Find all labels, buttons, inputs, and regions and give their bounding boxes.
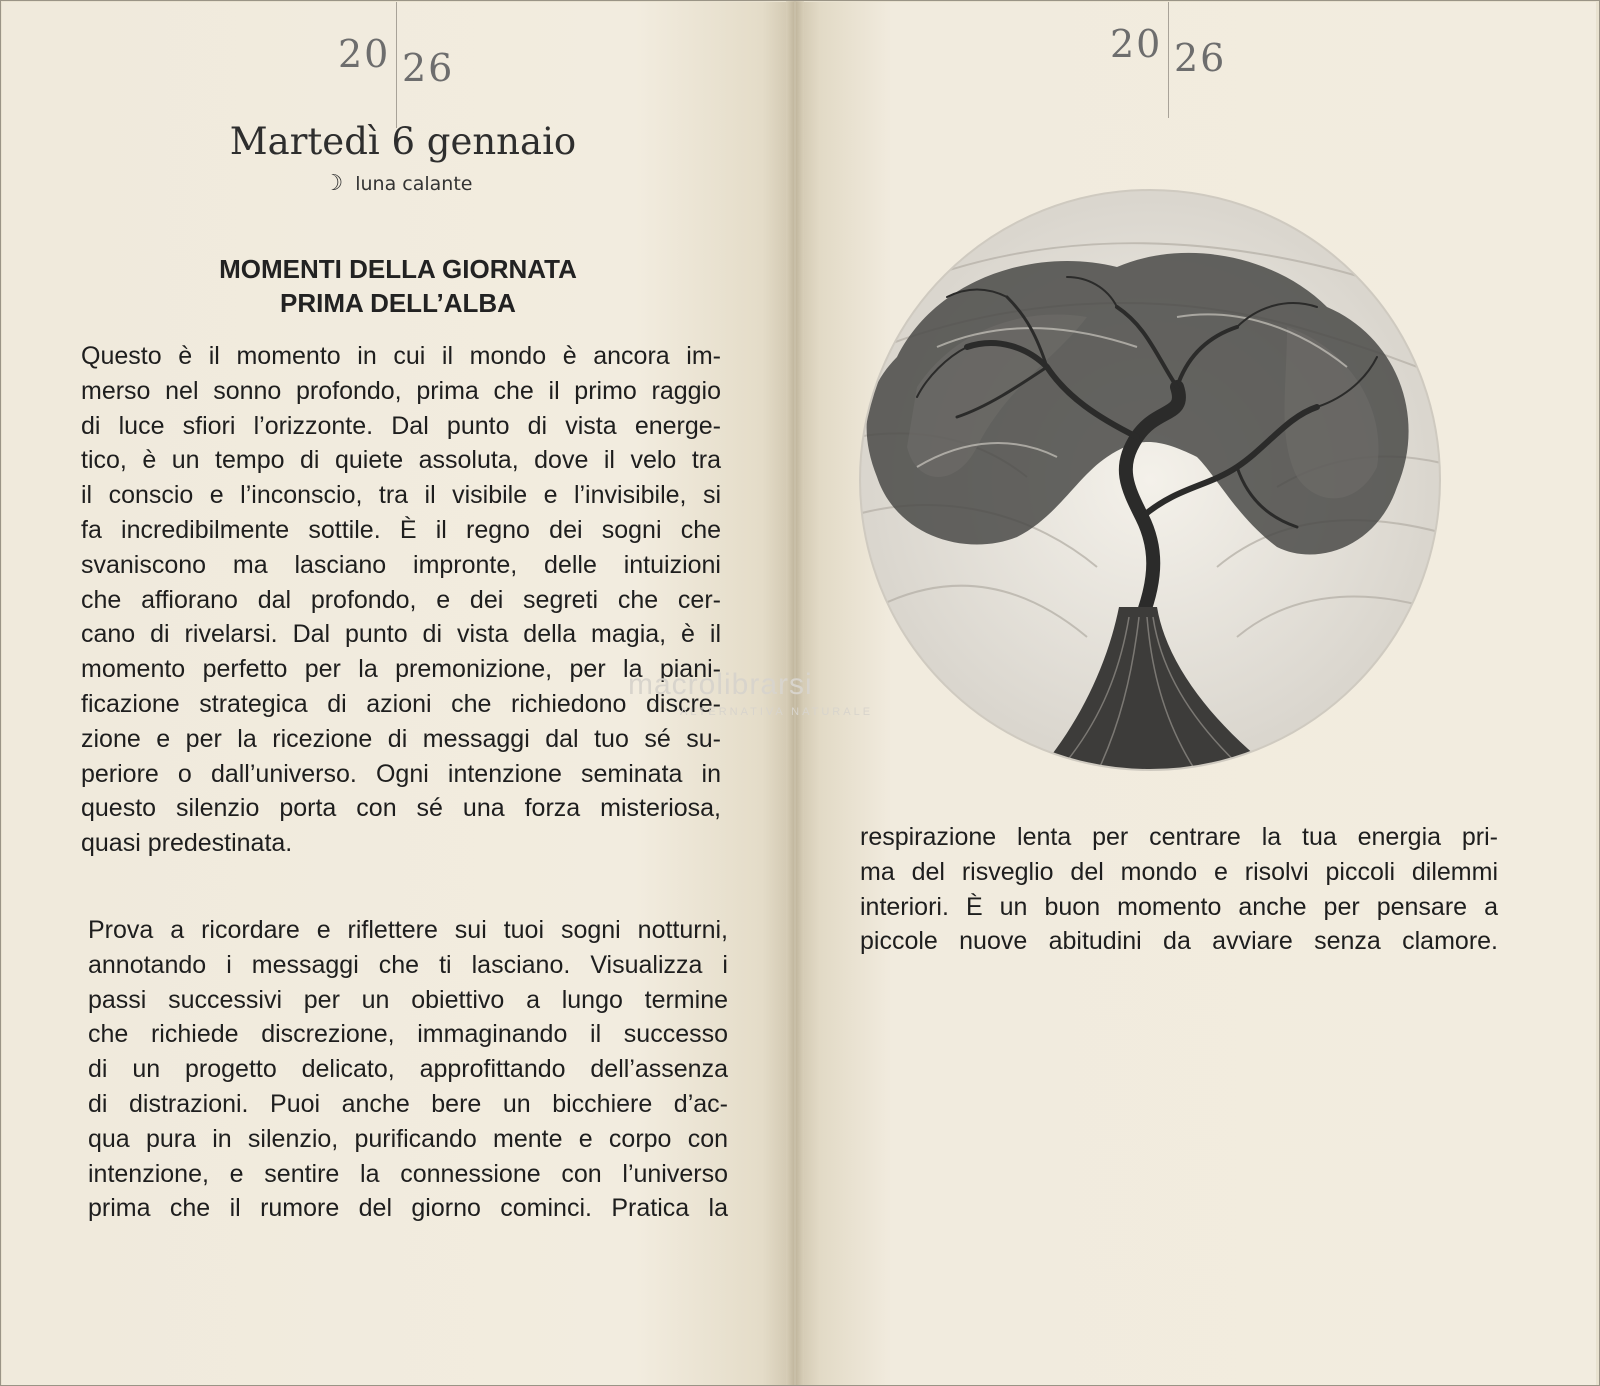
text-line: che richiede discrezione, immaginando il successo [88,1020,728,1049]
body-paragraph-1 [81,339,721,861]
watermark-brand: macrolibrarsi [628,668,813,701]
text-line: periore o dall’universo. Ogni intenzione seminata in [81,759,721,788]
text-line: zione e per la ricezione di messaggi dal tuo sé su- [81,724,721,753]
text-line: di luce sfiori l’orizzonte. Dal punto di vista energe- [81,411,721,440]
text-line: ma del risveglio del mondo e risolvi piccoli dilemmi [860,857,1498,886]
text-line: cano di rivelarsi. Dal punto di vista della magia, è il [81,620,721,649]
text-line: merso nel sonno profondo, prima che il primo raggio [81,376,721,405]
text-line: passi successivi per un obiettivo a lungo termine [88,985,728,1014]
moon-phase-line [2,171,794,196]
year-part-century: 20 [338,32,391,76]
text-line: momento perfetto per la premonizione, per la piani- [81,655,721,684]
year-part-decade: 26 [1174,36,1227,80]
text-line: il conscio e l’inconscio, tra il visibile e l’invisibile, si [81,481,721,510]
year-divider [1168,2,1169,118]
body-paragraph-3 [860,820,1498,959]
text-line: tico, è un tempo di quiete assoluta, dove il velo tra [81,446,721,475]
text-line: Questo è il momento in cui il mondo è ancora im- [81,342,721,370]
text-line: di distrazioni. Puoi anche bere un bicchiere d’ac- [88,1089,728,1118]
text-line: questo silenzio porta con sé una forza misteriosa, [81,794,721,823]
tree-illustration [857,187,1443,773]
section-heading-line2: PRIMA DELL’ALBA [280,288,516,318]
moon-phase-label: luna calante [355,173,473,195]
text-line: respirazione lenta per centrare la tua energia pri- [860,823,1498,851]
text-line: fa incredibilmente sottile. È il regno dei sogni che [81,515,721,544]
text-line: prima che il rumore del giorno cominci. Pratica la [88,1194,728,1223]
text-line: annotando i messaggi che ti lasciano. Visualizza i [88,950,728,979]
text-line: che affiorano dal profondo, e dei segreti che cer- [81,585,721,614]
text-line: di un progetto delicato, approfittando dell’assenza [88,1055,728,1084]
text-line: quasi predestinata. [81,829,293,858]
text-line: Prova a ricordare e riflettere sui tuoi sogni notturni, [88,916,728,944]
watermark-tagline: ALTERNATIVA NATURALE [680,706,874,718]
day-title: Martedì 6 gennaio [229,120,577,163]
text-line: piccole nuove abitudini da avviare senza clamore. [860,927,1498,956]
year-part-decade: 26 [402,46,455,90]
section-heading [78,252,718,320]
moon-icon: ☽ [323,171,344,196]
text-line: interiori. È un buon momento anche per pensare a [860,892,1498,921]
year-part-century: 20 [1110,22,1163,66]
section-heading-line1: MOMENTI DELLA GIORNATA [219,254,577,284]
right-page [796,2,1596,1386]
text-line: ficazione strategica di azioni che richiedono discre- [81,689,721,718]
text-line: intenzione, e sentire la connessione con l’universo [88,1159,728,1188]
body-paragraph-2 [88,913,728,1226]
text-line: svaniscono ma lasciano impronte, delle intuizioni [81,550,721,579]
year-divider [396,2,397,128]
text-line: qua pura in silenzio, purificando mente e corpo con [88,1124,728,1153]
